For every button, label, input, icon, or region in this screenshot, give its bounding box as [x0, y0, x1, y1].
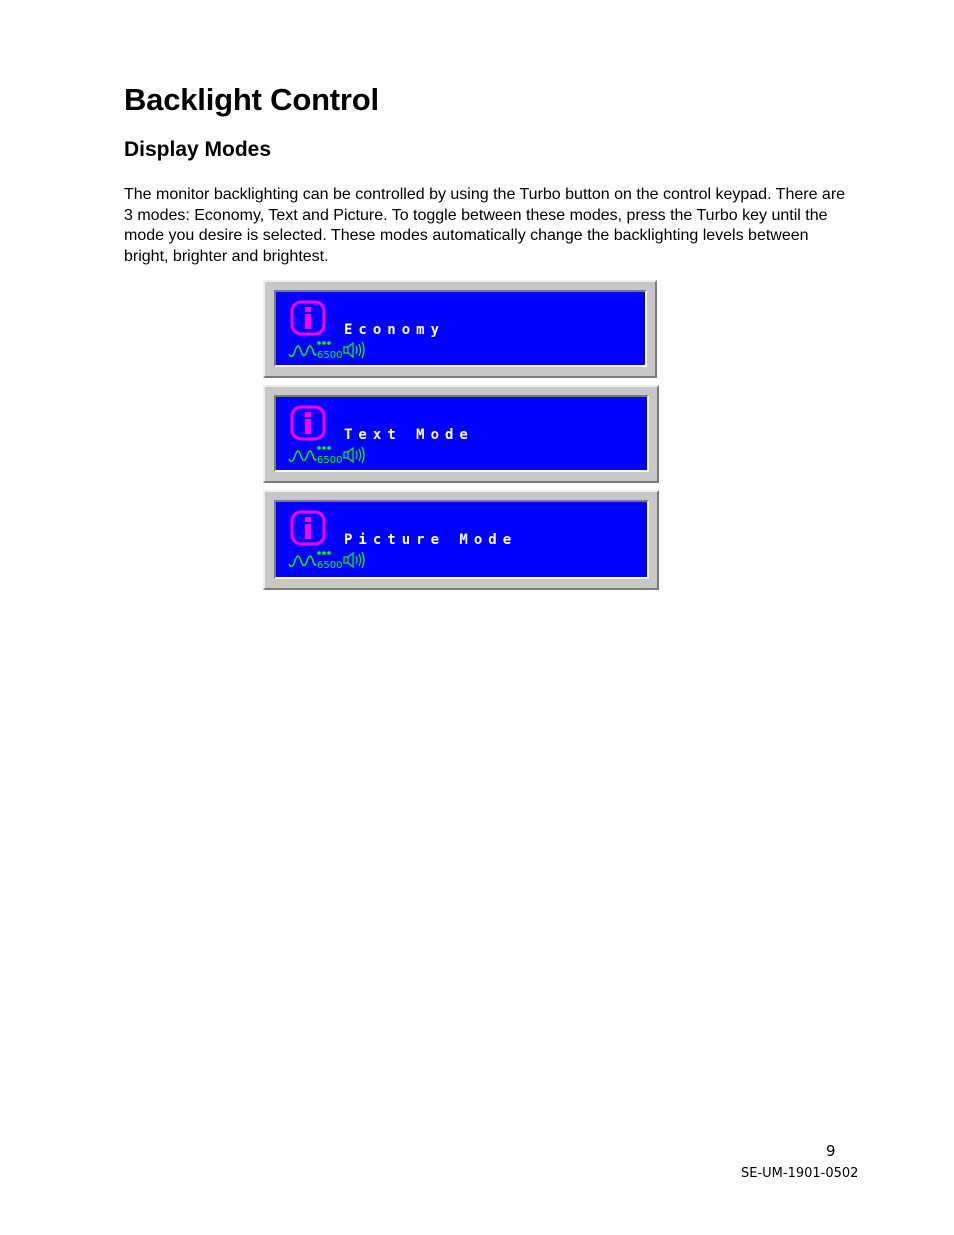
- color-temp-icon: [317, 341, 342, 361]
- info-icon: [290, 300, 326, 336]
- speaker-icon: [344, 552, 364, 568]
- speaker-icon: [344, 447, 364, 463]
- body-paragraph: The monitor backlighting can be controlled by using the Turbo button on the control keypad. There are 3 modes: Economy, Text and Picture. To toggle between these modes, press the Turbo key until the mode you desire is selected. These modes automatically change the backlighting levels between bright, brighter and brightest.: [124, 186, 846, 265]
- page-title: Backlight Control: [124, 82, 379, 117]
- info-icon: [290, 405, 326, 441]
- osd-screen: [274, 290, 647, 367]
- osd-panel-text-mode: [263, 385, 659, 483]
- svg-text:6500: 6500: [317, 350, 343, 361]
- status-icons: [288, 339, 372, 361]
- info-icon: [290, 510, 326, 546]
- osd-screen: [274, 395, 649, 472]
- status-icons: [288, 444, 372, 466]
- wave-icon: [289, 346, 316, 356]
- status-icons: [288, 549, 372, 571]
- osd-panel-picture-mode: [263, 490, 659, 590]
- wave-icon: [289, 556, 316, 566]
- speaker-icon: [344, 342, 364, 358]
- svg-text:6500: 6500: [317, 455, 343, 466]
- color-temp-icon: [317, 551, 342, 571]
- color-temp-icon: [317, 446, 342, 466]
- mode-label: Economy: [344, 322, 446, 338]
- osd-panel-economy: [263, 280, 657, 378]
- page-number: 9: [826, 1142, 836, 1160]
- section-title: Display Modes: [124, 138, 272, 161]
- wave-icon: [289, 451, 316, 461]
- osd-screen: [274, 500, 649, 579]
- mode-label: Text Mode: [344, 427, 474, 443]
- mode-label: Picture Mode: [344, 532, 518, 548]
- svg-text:6500: 6500: [317, 560, 343, 571]
- document-id: SE-UM-1901-0502: [741, 1166, 859, 1181]
